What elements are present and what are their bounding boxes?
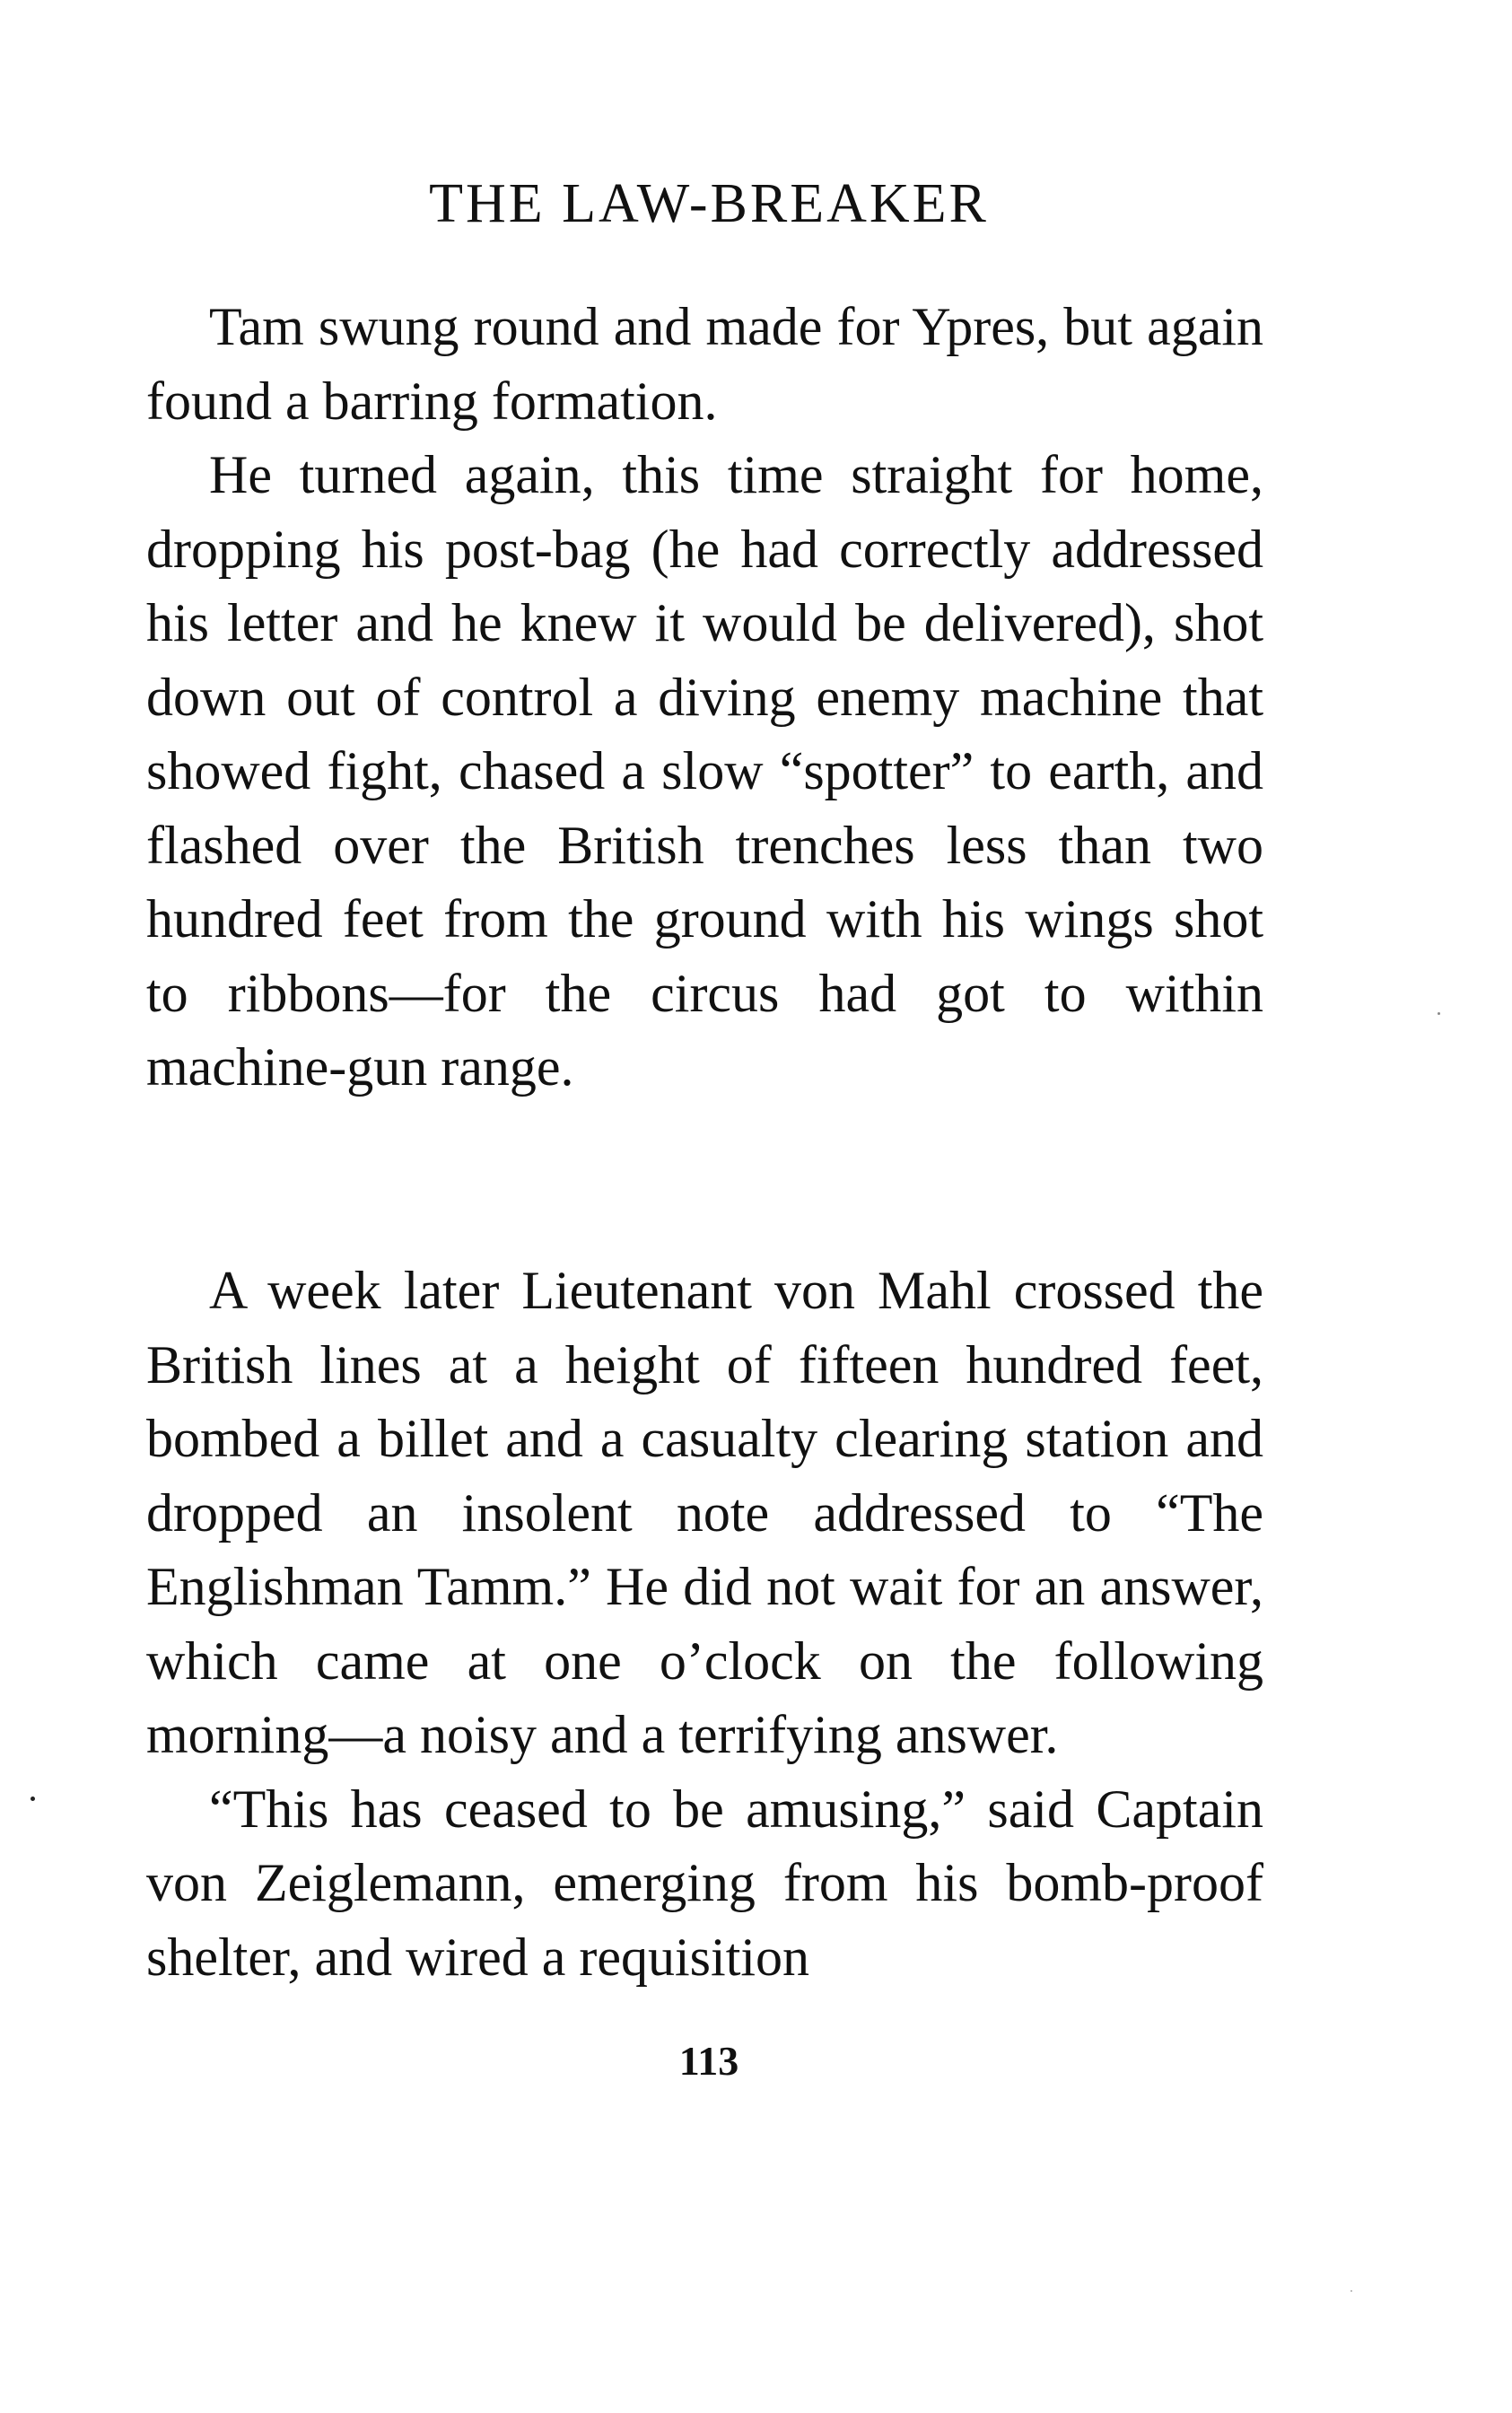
paragraph: “This has ceased to be amusing,” said Captain von Zeiglemann, emerging from his bomb-proof shelter, and wired a requisition [146, 1779, 1263, 1987]
paragraph: Tam swung round and made for Ypres, but again found a barring formation. [146, 297, 1263, 431]
paragraph: He turned again, this time straight for home, dropping his post-bag (he had correctly addressed his letter and he knew it would be delivered), shot down out of control a diving enemy machine that showed fight, chased a slow “spotter” to earth, and flashed over the British trenches less than two hundred feet from the ground with his wings shot to ribbons—for the circus had got to within machine-gun range. [146, 445, 1263, 1097]
page-number: 113 [678, 2038, 739, 2084]
paragraph: A week later Lieutenant von Mahl crossed the British lines at a height of fifteen hundred feet, bombed a billet and a casualty clearing station and dropped an insolent note addressed to “The Englishman Tamm.” He did not wait for an answer, which came at one o’clock on the following morning—a noisy and a terrifying answer. [146, 1261, 1263, 1764]
scan-speck [1438, 1012, 1440, 1015]
scan-speck [1350, 2290, 1352, 2292]
running-head: THE LAW-BREAKER [429, 173, 989, 234]
text-section-2 [146, 1254, 1263, 1994]
scan-speck [31, 1797, 35, 1801]
text-section-1 [146, 290, 1263, 1105]
